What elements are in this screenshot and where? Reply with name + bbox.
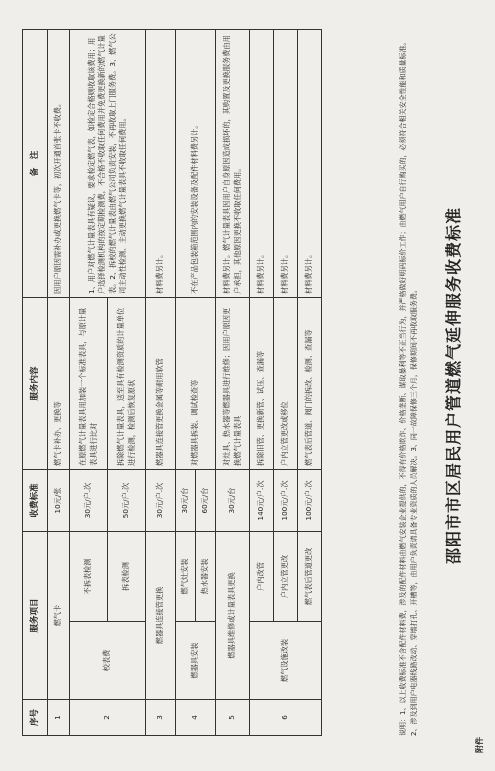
content-cell: 燃器具连接管更换金属等耐用软管 [146, 297, 176, 469]
fee-cell: 30元/台 [216, 469, 250, 531]
content-cell: 在原燃气计量表具用加装一个标准表具，与原计量表具进行比对 [70, 297, 108, 469]
remark-cell: 材料费另计。 [274, 29, 298, 297]
table-header-row [23, 29, 48, 735]
content-cell: 拆除旧管、更换新管、试压、查漏等 [250, 297, 274, 469]
service-category: 燃器具维修或计量表具更换 [216, 531, 250, 699]
content-cell: 燃气卡补办、更换等 [48, 297, 70, 469]
row-no: 1 [48, 700, 70, 736]
service-subitem: 户内立管更改 [274, 531, 298, 621]
header-content: 服务内容 [23, 297, 48, 469]
header-fee: 收费标准 [23, 469, 48, 531]
service-category: 燃器具连接管更换 [146, 531, 176, 699]
remark-cell: 材料费另计。 [250, 29, 274, 297]
service-category: 燃气设施改装 [250, 622, 322, 700]
remark-cell: 材料费另计。燃气计量表具因用户自身原因造成损坏的，其购置及更换服务费由用户承担，其他原因更换不收取任何费用。 [216, 29, 250, 297]
fee-cell: 30元/户.次 [146, 469, 176, 531]
footnote: 说明：1、以上收费标准不含配件材料费，涉及的配件材料由燃气安装企业提供的，不得有价格欺诈、价格垄断、谋取暴利等不正当行为，并严格做好明码标价工作；由燃气用户自行购买的，必须符合相关安全性能和质量标准。2、涉及到用户电器线路改动、穿墙打孔、开槽等，由用户负责请具备专业资质的人员解决。3、同一故障保修三个月，保修期间不再收取服务费。 [399, 38, 418, 736]
remark-cell: 1、用户对燃气计量表具有疑议，要求检定燃气表，如检定合格则收取该费用；用户选择检测机构的按定期检测费，不合格不收取任何费用并免费更换新的燃气计量表。2、拆校的燃气计量表由燃气公司负责安装，不再收取上门服务费。3、燃气公司主动性检测、主动更换燃气计量表具不收取任何费用。 [70, 29, 146, 297]
content-cell: 拆除燃气计量表具，送至具有检测资质的计量单位进行检测，检测后恢复原状 [108, 297, 146, 469]
row-no: 3 [146, 700, 176, 736]
header-remark: 备 注 [23, 29, 48, 297]
table-row [146, 29, 176, 735]
row-no: 6 [250, 700, 322, 736]
table-row [48, 29, 70, 735]
fee-cell: 30元/户.次 [70, 469, 108, 531]
remark-cell: 不在产品包装箱范围内的安装设备及配件材料费另计。 [176, 29, 216, 297]
service-subitem: 燃气灶安装 [176, 531, 196, 621]
row-no: 2 [70, 700, 146, 736]
fee-cell: 100元/户.次 [274, 469, 298, 531]
fee-cell: 30元/台 [176, 469, 196, 531]
remark-cell: 材料费另计。 [146, 29, 176, 297]
service-subitem: 热水器安装 [196, 531, 216, 621]
service-subitem: 户内改管 [250, 531, 274, 621]
table-row [176, 29, 196, 735]
table-row [216, 29, 250, 735]
remark-cell: 因用户原因需补办或更换燃气卡等，初次开通首张卡不收费。 [48, 29, 70, 297]
content-cell: 燃气表后管道、阀门的拆改、检测、查漏等 [298, 297, 322, 469]
service-subitem: 拆表检测 [108, 531, 146, 621]
row-no: 5 [216, 700, 250, 736]
table-row [250, 29, 274, 735]
service-subitem: 燃气表后管道更改 [298, 531, 322, 621]
table-row [70, 29, 108, 735]
service-category: 校表费 [70, 622, 146, 700]
fee-cell: 10元/张 [48, 469, 70, 531]
service-category: 燃器具安装 [176, 622, 216, 700]
service-category: 燃气卡 [48, 531, 70, 699]
document-title: 邵阳市市区居民用户管道燃气延伸服务收费标准 [444, 207, 463, 565]
content-cell: 对灶具、热水器等燃器具进行维修；因用户原因更换燃气计量表具 [216, 297, 250, 469]
content-cell: 户内立管更改或移位 [274, 297, 298, 469]
fee-cell: 60元/台 [196, 469, 216, 531]
header-service-item: 服务项目 [23, 531, 48, 699]
fee-cell: 50元/户.次 [108, 469, 146, 531]
fee-cell: 100元/户.次 [298, 469, 322, 531]
header-no: 序号 [23, 700, 48, 736]
service-subitem: 不拆表检测 [70, 531, 108, 621]
fee-cell: 140元/户.次 [250, 469, 274, 531]
appendix-label: 附件 [475, 737, 484, 753]
row-no: 4 [176, 700, 216, 736]
content-cell: 对燃器具拆装、调试检查等 [176, 297, 216, 469]
fee-table [22, 29, 322, 736]
remark-cell: 材料费另计。 [298, 29, 322, 297]
